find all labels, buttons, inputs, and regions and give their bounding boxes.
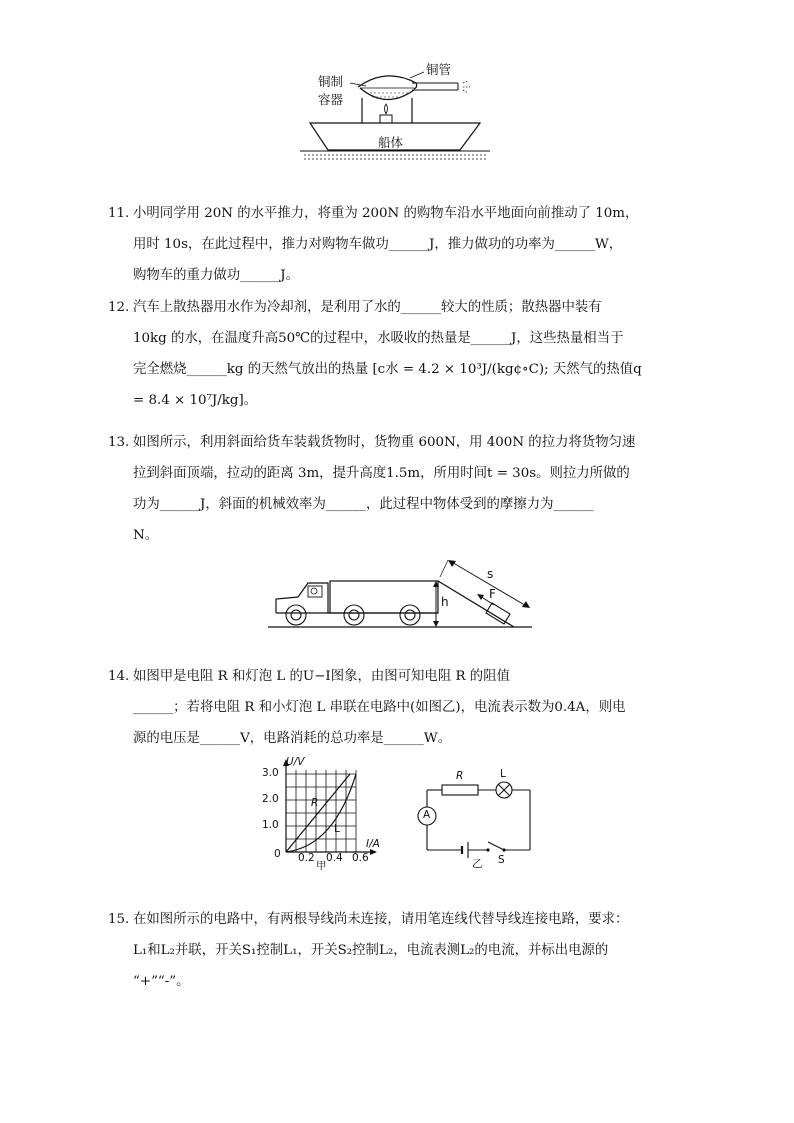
label-F: F	[489, 587, 496, 601]
label-hull: 船体	[378, 135, 404, 150]
question-number: 13.	[108, 435, 130, 450]
question-line: = 8.4 × 10⁷J/kg]。	[133, 393, 258, 408]
tick-u-3: 3.0	[262, 767, 279, 779]
question-line: 用时 10s，在此过程中，推力对购物车做功______J，推力做功的功率为______W，	[133, 237, 623, 252]
question-14	[108, 667, 626, 749]
question-line: 小明同学用 20N 的水平推力，将重为 200N 的购物车沿水平地面向前推动了 10m，	[133, 206, 639, 221]
question-11	[108, 204, 639, 286]
label-s: s	[487, 567, 494, 581]
circuit-label-r: R	[456, 770, 464, 782]
question-line: L₁和L₂并联，开关S₁控制L₁，开关S₂控制L₂，电流表测L₂的电流，并标出电源的	[133, 943, 609, 958]
question-number: 12.	[108, 300, 130, 315]
tick-i-04: 0.4	[326, 852, 343, 864]
question-line: “+”“-”。	[133, 974, 190, 989]
caption-yi: 乙	[472, 858, 483, 870]
label-copper-pipe: 铜管	[426, 62, 452, 77]
question-line: 拉到斜面顶端，拉动的距离 3m，提升高度1.5m，所用时间t = 30s。则拉力所做的	[133, 466, 630, 481]
tick-i-02: 0.2	[298, 852, 315, 864]
tick-i-06: 0.6	[352, 852, 369, 864]
truck-ramp-drawing	[262, 553, 542, 635]
question-line: ______；若将电阻 R 和小灯泡 L 串联在电路中(如图乙)，电流表示数为0.4A，则电	[133, 700, 626, 715]
question-13	[108, 433, 636, 546]
question-line: N。	[133, 528, 159, 543]
tick-origin: 0	[274, 848, 281, 860]
question-line: 购物车的重力做功______J。	[133, 268, 300, 283]
question-number: 14.	[108, 669, 130, 684]
caption-jia: 甲	[316, 860, 327, 872]
question-line: 功为______J，斜面的机械效率为______，此过程中物体受到的摩擦力为______	[133, 497, 594, 512]
question-line: 在如图所示的电路中，有两根导线尚未连接，请用笔连线代替导线连接电路，要求：	[133, 912, 629, 927]
ammeter-label: A	[423, 809, 431, 821]
ui-graph-jia	[254, 756, 394, 876]
question-line: 如图所示，利用斜面给货车装载货物时，货物重 600N，用 400N 的拉力将货物匀速	[133, 435, 636, 450]
circuit-yi	[412, 768, 542, 873]
question-number: 11.	[108, 206, 130, 221]
switch-label: S	[498, 854, 505, 866]
tick-u-2: 2.0	[262, 793, 279, 805]
question-line: 如图甲是电阻 R 和灯泡 L 的U−I图象，由图可知电阻 R 的阻值	[133, 669, 510, 684]
circuit-label-l: L	[500, 768, 506, 780]
question-line: 源的电压是______V，电路消耗的总功率是______W。	[133, 731, 452, 746]
question-line: 汽车上散热器用水作为冷却剂，是利用了水的______较大的性质；散热器中装有	[133, 300, 602, 315]
axis-label-i: I/A	[366, 838, 380, 850]
question-line: 完全燃烧______kg 的天然气放出的热量 [c水 = 4.2 × 10³J/(kg¢∘C); 天然气的热值q	[133, 362, 642, 377]
label-h: h	[441, 595, 449, 609]
boat-figure-drawing	[290, 50, 500, 170]
question-line: 10kg 的水，在温度升高50℃的过程中，水吸收的热量是______J，这些热量相当于	[133, 331, 624, 346]
question-number: 15.	[108, 912, 130, 927]
boat-figure	[290, 50, 500, 170]
label-copper-container-1: 铜制	[318, 74, 344, 89]
axis-label-u: U/V	[286, 756, 305, 768]
question-12	[108, 298, 642, 411]
curve-label-r: R	[311, 797, 319, 809]
curve-label-l: L	[334, 823, 340, 835]
label-copper-container-2: 容器	[318, 92, 344, 107]
tick-u-1: 1.0	[262, 819, 279, 831]
truck-ramp-figure	[262, 553, 542, 635]
question-15	[108, 910, 629, 992]
